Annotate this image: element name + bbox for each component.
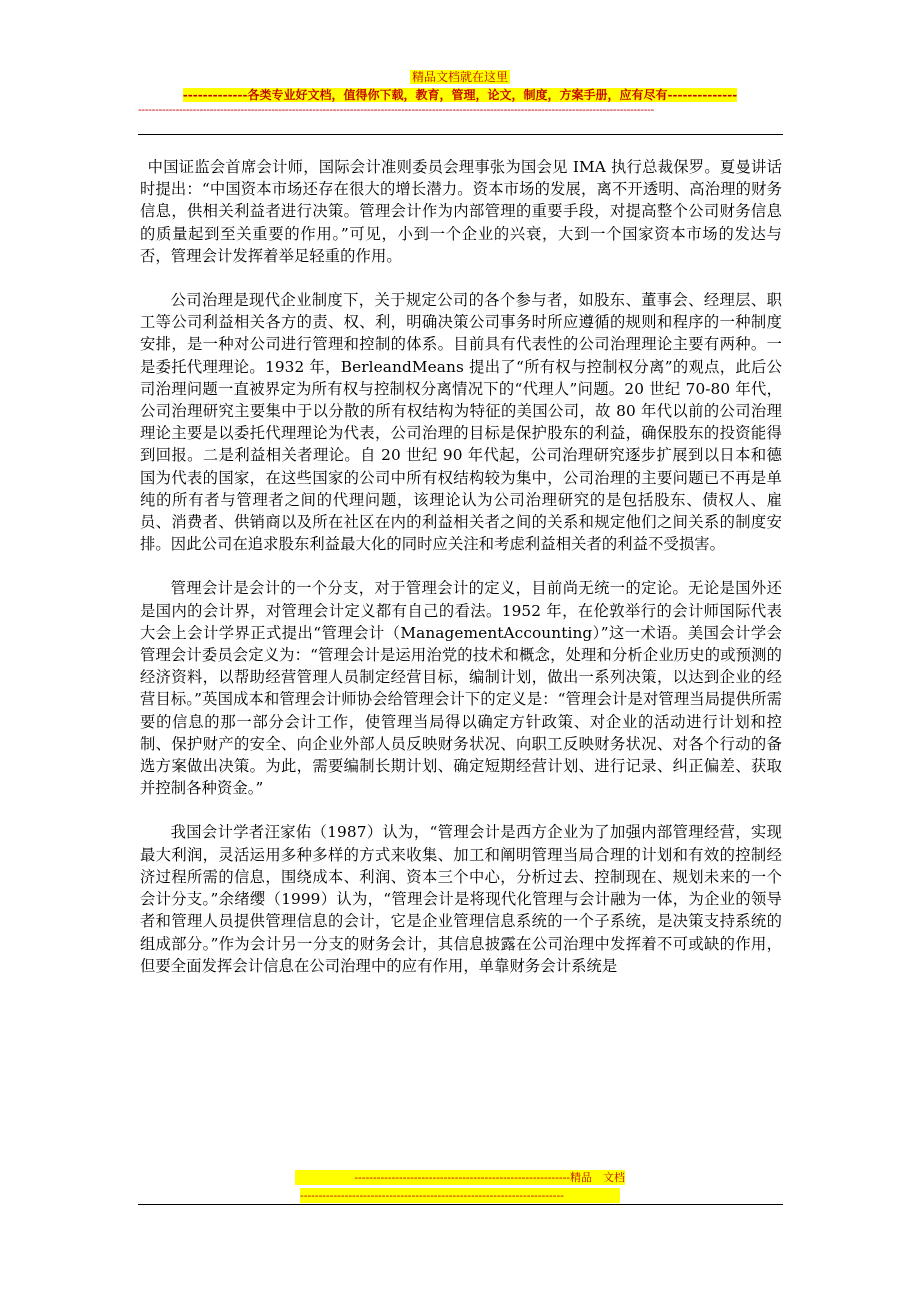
header-tagline — [0, 84, 920, 103]
document-body — [140, 156, 782, 999]
paragraph-4: 我国会计学者汪家佑（1987）认为，“管理会计是西方企业为了加强内部管理经营，实现最大利润，灵活运用多种多样的方式来收集、加工和阐明管理当局合理的计划和有效的控制经济过程所需的信息，围绕成本、利润、资本三个中心，分析过去、控制现在、规划未来的一个会计分支。”余绪缨（1999）认为，“管理会计是将现代化管理与会计融为一体，为企业的领导者和管理人员提供管理信息的会计，它是企业管理信息系统的一个子系统，是决策支持系统的组成部分。”作为会计另一分支的财务会计，其信息披露在公司治理中发挥着不可或缺的作用，但要全面发挥会计信息在公司治理中的应有作用，单靠财务会计系统是 — [140, 823, 782, 975]
header-tagline-text: -------------各类专业好文档，值得你下载，教育，管理，论文，制度，方案手册，应有尽有-------------- — [182, 88, 738, 102]
paragraph-3: 管理会计是会计的一个分支，对于管理会计的定义，目前尚无统一的定论。无论是国外还是国内的会计界，对管理会计定义都有自己的看法。1952 年，在伦敦举行的会计师国际代表大会上会计学界正式提出“管理会计（ManagementAccounting）”这一术语。美国会计学会管理会计委员会定义为：“管理会计是运用治党的技术和概念，处理和分析企业历史的或预测的经济资料，以帮助经营管理人员制定经营目标，编制计划，做出一系列决策，以达到企业的经营目标。”英国成本和管理会计师协会给管理会计下的定义是：“管理会计是对管理当局提供所需要的信息的那一部分会计工作，使管理当局得以确定方针政策、对企业的活动进行计划和控制、保护财产的安全、向企业外部人员反映财务状况、向职工反映财务状况、对各个行动的备选方案做出决策。为此，需要编制长期计划、确定短期经营计划、进行记录、纠正偏差、获取并控制各种资金。” — [140, 579, 782, 798]
header-title — [0, 66, 920, 85]
header-rule — [138, 134, 783, 135]
header-dash-line: ------------------------------------------------------------------------------------------------------------------------------------------------------- — [138, 103, 654, 116]
paragraph-1: 中国证监会首席会计师，国际会计准则委员会理事张为国会见 IMA 执行总裁保罗。夏曼讲话时提出：“中国资本市场还存在很大的增长潜力。资本市场的发展，离不开透明、高治理的财务信息，供相关利益者进行决策。管理会计作为内部管理的重要手段，对提高整个公司财务信息的质量起到至关重要的作用。”可见，小到一个企业的兴衰，大到一个国家资本市场的发达与否，管理会计发挥着举足轻重的作用。 — [140, 158, 782, 265]
footer-rule — [138, 1204, 783, 1205]
footer-dash-line: ----------------------------------------------------------------------- — [300, 1188, 620, 1203]
footer-mark: ----------------------------------------------------------精品 文档 — [295, 1170, 625, 1185]
paragraph-2: 公司治理是现代企业制度下，关于规定公司的各个参与者，如股东、董事会、经理层、职工等公司利益相关各方的责、权、利，明确决策公司事务时所应遵循的规则和程序的一种制度安排，是一种对公司进行管理和控制的体系。目前具有代表性的公司治理理论主要有两种。一是委托代理理论。1932 年，BerleandMeans 提出了“所有权与控制权分离”的观点，此后公司治理问题一直被界定为所有权与控制权分离情况下的“代理人”问题。20 世纪 70-80 年代，公司治理研究主要集中于以分散的所有权结构为特征的美国公司，故 80 年代以前的公司治理理论主要是以委托代理理论为代表，公司治理的目标是保护股东的利益，确保股东的投资能得到回报。二是利益相关者理论。自 20 世纪 90 年代起，公司治理研究逐步扩展到以日本和德国为代表的国家，在这些国家的公司中所有权结构较为集中，公司治理的主要问题已不再是单纯的所有者与管理者之间的代理问题，该理论认为公司治理研究的是包括股东、债权人、雇员、消费者、供销商以及所在社区在内的利益相关者之间的关系和规定他们之间关系的制度安排。因此公司在追求股东利益最大化的同时应关注和考虑利益相关者的利益不受损害。 — [140, 291, 782, 554]
header-title-text: 精品文档就在这里 — [411, 70, 508, 84]
